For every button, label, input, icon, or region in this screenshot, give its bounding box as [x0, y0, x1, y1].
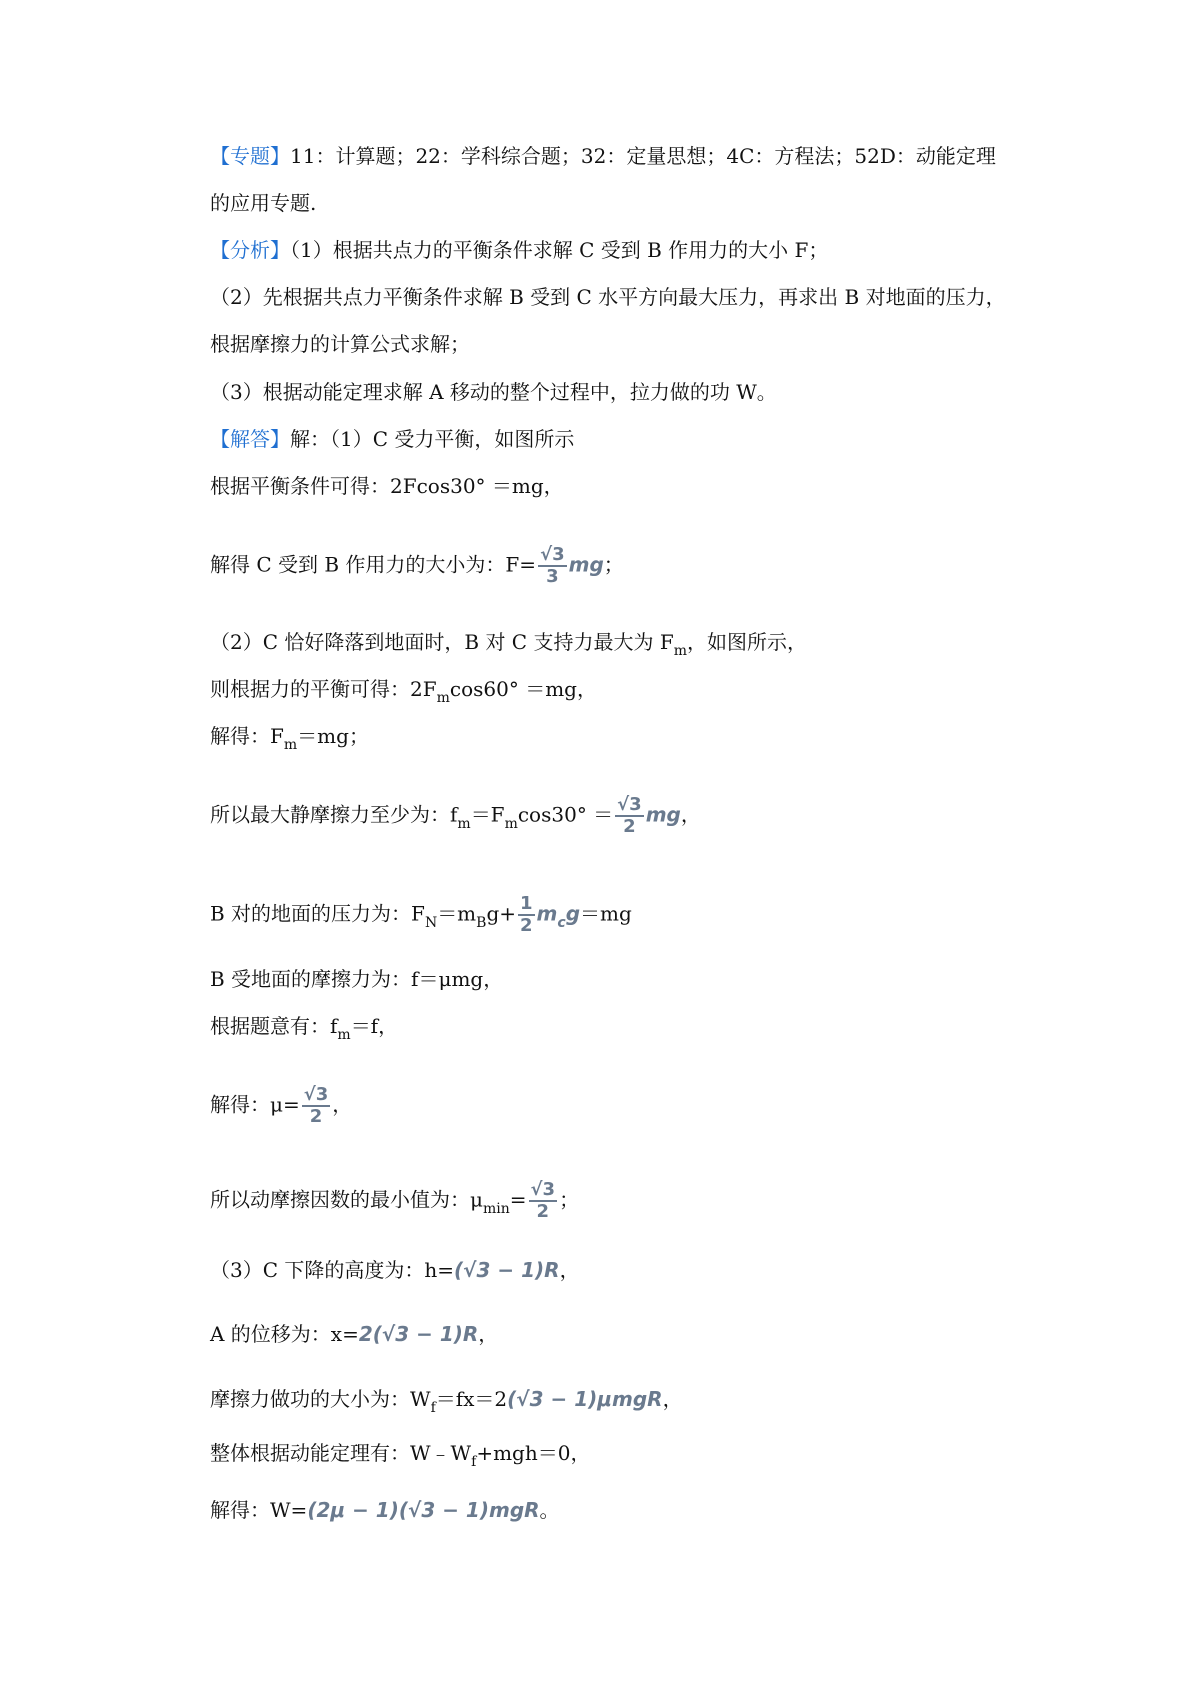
fraction-1-over-2: $\frac{1}{2}$	[520, 893, 533, 936]
topic-tag: 【专题】	[210, 144, 290, 168]
mu-result-line: 解得：μ= $\frac{√3}{2}$ ，	[210, 1084, 353, 1127]
analysis-line-2-cont: 根据摩擦力的计算公式求解；	[210, 332, 470, 356]
part-2-intro: （2）C 恰好降落到地面时，B 对 C 支持力最大为 $F_m$，如图所示，	[210, 630, 807, 659]
friction-work-line: 摩擦力做功的大小为：$W_f=fx=2(√3 - 1)\mu mgR$，	[210, 1387, 683, 1416]
kinetic-friction-line: B 受地面的摩擦力为：f＝μmg，	[210, 967, 504, 991]
analysis-tag: 【分析】	[210, 238, 290, 262]
equation-1: 根据平衡条件可得：2Fcos30° ＝mg，	[210, 474, 564, 498]
mu-min-line: 所以动摩擦因数的最小值为：$\mu_{min}=$ $\frac{√3}{2}$ ；	[210, 1179, 580, 1222]
fraction-mu: $\frac{√3}{2}$	[303, 1084, 329, 1127]
answer-tag: 【解答】	[210, 427, 290, 451]
topic-line-cont: 的应用专题.	[210, 191, 317, 215]
normal-force-line: B 对的地面的压力为：$F_N=m_Bg+$ $\frac{1}{2}$ $m_cg=mg$	[210, 893, 632, 936]
analysis-line-2: （2）先根据共点力平衡条件求解 B 受到 C 水平方向最大压力，再求出 B 对地面的压力，	[210, 285, 1006, 309]
analysis-line-1: 【分析】（1）根据共点力的平衡条件求解 C 受到 B 作用力的大小 F；	[210, 238, 829, 262]
topic-text: 11：计算题；22：学科综合题；32：定量思想；4C：方程法；52D：动能定理	[290, 144, 996, 168]
displacement-line: A 的位移为：x=2(√3 − 1)R，	[210, 1322, 499, 1346]
work-result-line: 解得：W=(2μ − 1)(√3 − 1)mgR。	[210, 1498, 560, 1522]
result-1: 解得 C 受到 B 作用力的大小为：F= $\frac{√3}{3}$ mg；	[210, 544, 624, 587]
condition-line: 根据题意有：$f_m=f$，	[210, 1014, 399, 1043]
kinetic-energy-theorem-line: 整体根据动能定理有：$W﹣W_f+mgh=0$，	[210, 1441, 591, 1470]
static-friction-line: 所以最大静摩擦力至少为：$f_m=F_m\cos 30^\circ$ ＝ $\frac{√3}{2}$ mg，	[210, 794, 701, 837]
fraction-sqrt3-over-2: $\frac{√3}{2}$	[617, 794, 642, 837]
result-2: 解得：$F_m=mg$；	[210, 724, 369, 753]
fraction-sqrt3-over-3: $\frac{√3}{3}$	[540, 544, 565, 587]
height-line: （3）C 下降的高度为：h=(√3 − 1)R，	[210, 1258, 580, 1282]
fraction-mu-min: $\frac{√3}{2}$	[530, 1179, 556, 1222]
answer-intro: 【解答】解：（1）C 受力平衡，如图所示	[210, 427, 575, 451]
equation-2: 则根据力的平衡可得：$2F_m\cos 60^\circ =mg$，	[210, 677, 597, 706]
topic-line	[210, 142, 996, 170]
analysis-line-3: （3）根据动能定理求解 A 移动的整个过程中，拉力做的功 W。	[210, 380, 777, 404]
